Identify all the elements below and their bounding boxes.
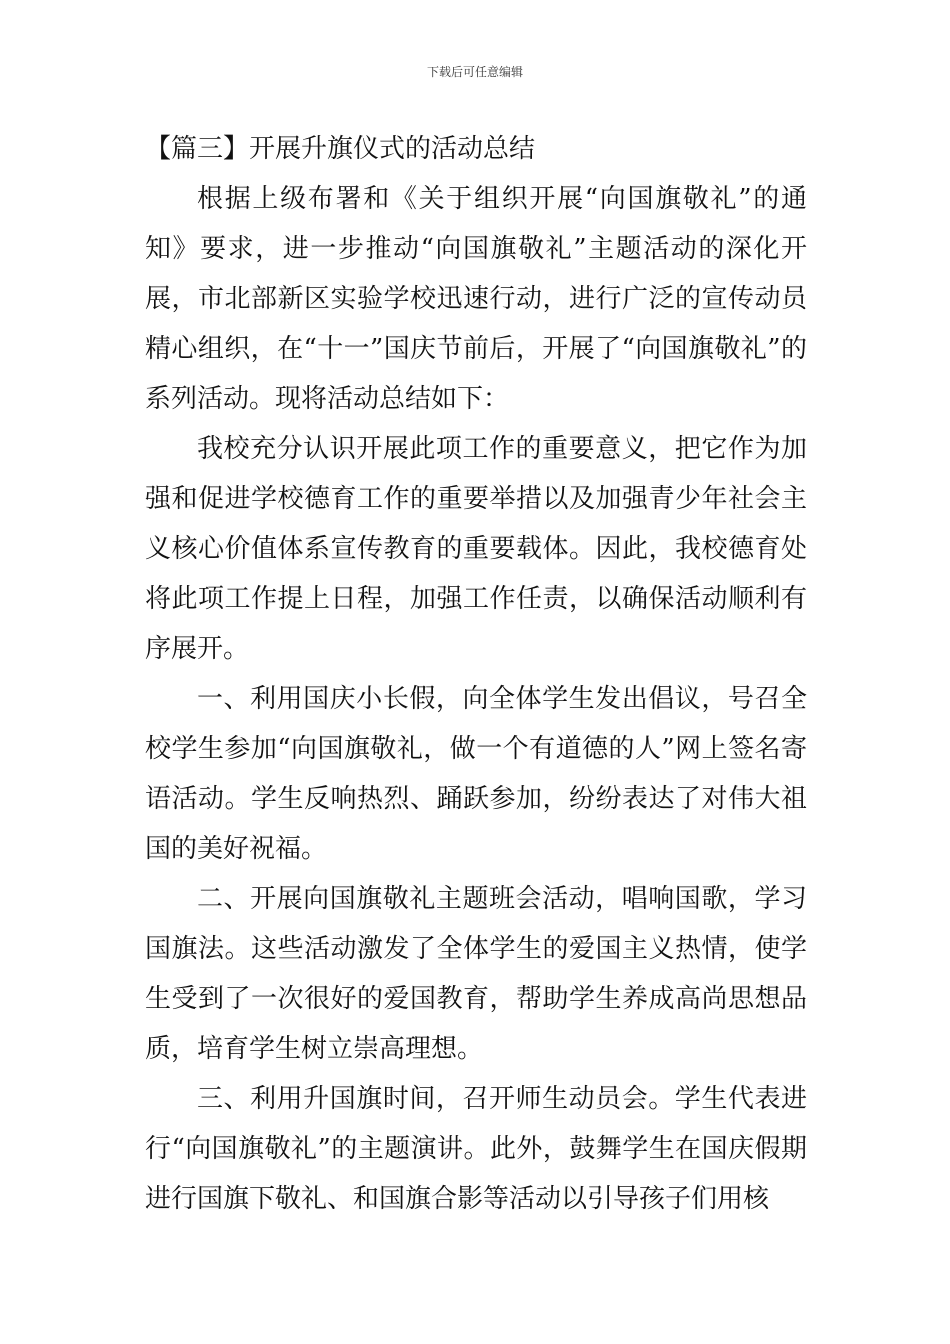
page-header: 下载后可任意编辑 [426, 65, 523, 79]
document-title: 【篇三】开展升旗仪式的活动总结 [145, 134, 536, 164]
paragraph-item-one: 一、利用国庆小长假，向全体学生发出倡议，号召全校学生参加“向国旗敬礼，做一个有道德的人”网上签名寄语活动。学生反响热烈、踊跃参加，纷纷表达了对伟大祖国的美好祝福。 [145, 684, 807, 864]
paragraph-significance: 我校充分认识开展此项工作的重要意义，把它作为加强和促进学校德育工作的重要举措以及加强青少年社会主义核心价值体系宣传教育的重要载体。因此，我校德育处将此项工作提上日程，加强工作任责，以确保活动顺利有序展开。 [145, 434, 807, 664]
paragraph-intro: 根据上级布署和《关于组织开展“向国旗敬礼”的通知》要求，进一步推动“向国旗敬礼”主题活动的深化开展，市北部新区实验学校迅速行动，进行广泛的宣传动员精心组织，在“十一”国庆节前后，开展了“向国旗敬礼”的系列活动。现将活动总结如下： [145, 184, 807, 414]
document-body [145, 124, 807, 1224]
paragraph-item-three: 三、利用升国旗时间，召开师生动员会。学生代表进行“向国旗敬礼”的主题演讲。此外，鼓舞学生在国庆假期进行国旗下敬礼、和国旗合影等活动以引导孩子们用核 [145, 1084, 807, 1214]
paragraph-item-two: 二、开展向国旗敬礼主题班会活动，唱响国歌，学习国旗法。这些活动激发了全体学生的爱国主义热情，使学生受到了一次很好的爱国教育，帮助学生养成高尚思想品质，培育学生树立崇高理想。 [145, 884, 807, 1064]
